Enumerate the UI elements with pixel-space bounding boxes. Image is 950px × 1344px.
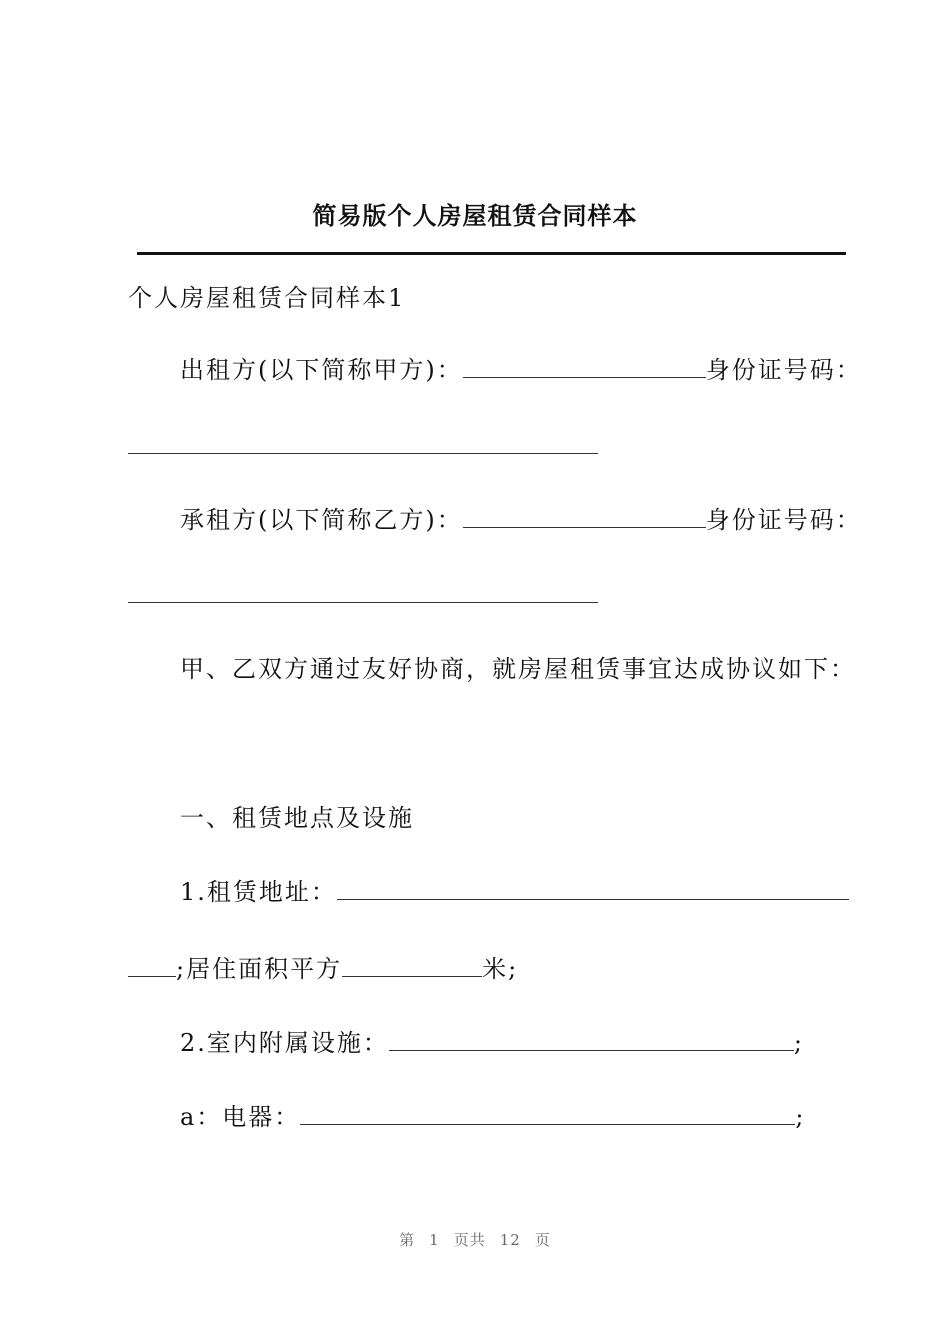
facilities-blank [389,1028,794,1051]
agreement-intro: 甲、乙双方通过友好协商，就房屋租赁事宜达成协议如下： [180,655,856,683]
lessee-label: 承租方(以下简称乙方)： [180,506,463,534]
address-line [180,877,849,907]
appliances-label: a：电器： [180,1103,301,1131]
area-unit: 米; [482,955,519,983]
address-label: 1.租赁地址： [180,878,337,906]
lessor-label: 出租方(以下简称甲方)： [180,356,463,384]
page-middle: 页共 [453,1231,486,1249]
address-blank [337,877,849,900]
area-blank [342,954,482,977]
address-continued-blank [128,954,176,977]
title-divider [137,252,846,255]
lessor-name-blank [463,355,706,378]
appliances-end: ; [795,1103,806,1131]
page-total: 12 [499,1231,521,1249]
lessee-id-blank [128,602,598,603]
lessee-name-blank [463,505,706,528]
facilities-end: ; [793,1029,804,1057]
document-title: 简易版个人房屋租赁合同样本 [312,202,638,230]
clause1-heading: 一、租赁地点及设施 [180,804,414,832]
lessee-line [180,505,862,535]
section-heading: 个人房屋租赁合同样本1 [128,284,406,312]
page-prefix: 第 [399,1231,416,1249]
lessor-id-label: 身份证号码： [705,356,862,384]
lessor-id-blank [128,453,598,454]
page-footer [0,1229,950,1250]
facilities-label: 2.室内附属设施： [180,1029,389,1057]
page-suffix: 页 [534,1231,551,1249]
appliances-line [180,1102,805,1132]
lessor-line [180,355,862,385]
facilities-line [180,1028,804,1058]
page-current: 1 [429,1231,440,1249]
appliances-blank [300,1102,795,1125]
area-line [128,954,518,984]
area-text: ;居住面积平方 [176,955,343,983]
lessee-id-label: 身份证号码： [705,506,862,534]
